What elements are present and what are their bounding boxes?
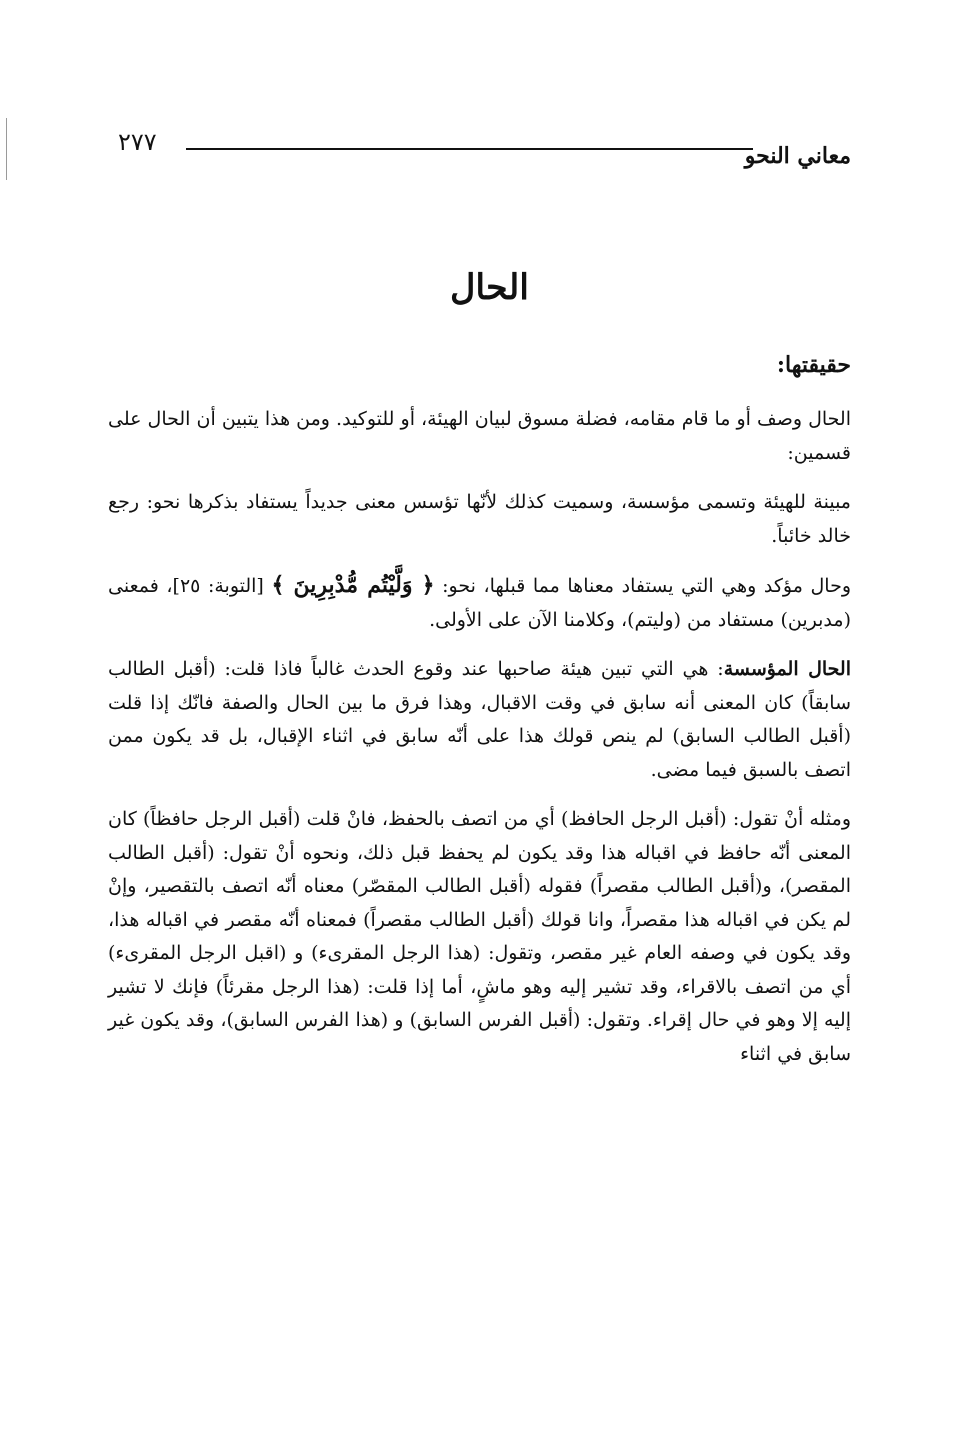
page-body bbox=[108, 345, 851, 1071]
term-foundational-hal: الحال المؤسسة bbox=[723, 658, 851, 680]
paragraph-foundational-hal-text: : هي التي تبين هيئة صاحبها عند وقوع الحدث غالباً فاذا قلت: (أقبل الطالب سابقاً) كان المعنى أنه سابق في وقت الاقبال، وهذا فرق ما بين الحال والصفة فانّك إذا قلت (أقبل الطالب السابق) لم ينص قولك هذا على أنّه سابق في اثناء الإقبال، بل قد يكون ممن اتصف بالسبق فيما مضى. bbox=[108, 658, 851, 781]
quran-verse: ﴿ وَلَّيْتُم مُّدْبِرِينَ ﴾ bbox=[271, 572, 435, 598]
page-number: ٢٧٧ bbox=[118, 128, 157, 156]
paragraph-emphatic-hal-text-start: وحال مؤكد وهي التي يستفاد معناها مما قبلها، نحو: bbox=[434, 575, 852, 597]
section-heading: حقيقتها: bbox=[776, 352, 851, 378]
page-edge-mark bbox=[6, 118, 7, 180]
header-rule bbox=[186, 148, 753, 150]
paragraph-definition: الحال وصف أو ما قام مقامه، فضلة مسوق لبيان الهيئة، أو للتوكيد. ومن هذا يتبين أن الحال على قسمين: bbox=[108, 408, 851, 464]
paragraph-emphatic-hal-text-end: [التوبة: ٢٥]، فمعنى (مدبرين) مستفاد من (وليتم)، وكلامنا الآن على الأولى. bbox=[108, 575, 851, 631]
book-title: معاني النحو bbox=[744, 143, 851, 169]
paragraph-foundational-hal bbox=[108, 653, 851, 787]
chapter-title: الحال bbox=[449, 267, 530, 308]
running-header bbox=[118, 128, 851, 170]
paragraph-examples: ومثله أنْ تقول: (أقبل الرجل الحافظ) أي من اتصف بالحفظ، فانْ قلت (أقبل الرجل حافظاً) كان المعنى أنّه حافظ في اقباله هذا وقد يكون لم يحفظ قبل ذلك، ونحوه أنْ تقول: (أقبل الطالب المقصر)، و(أقبل الطالب مقصراً) فقوله (أقبل الطالب المقصّر) معناه أنّه اتصف بالتقصير، وإنْ لم يكن في اقباله هذا مقصراً، وانا قولك (أقبل الطالب مقصراً) فمعناه أنّه مقصر في اقباله هذا، وقد يكون في وصفه العام غير مقصر، وتقول: (هذا الرجل المقرىء) و (اقبل الرجل المقرىء) أي من اتصف بالاقراء، وقد تشير إليه وهو ماشٍ، أما إذا قلت: (هذا الرجل مقرئاً) فإنك لا تشير إليه إلا وهو في حال إقراء. وتقول: (أقبل الفرس السابق) و (هذا الفرس السابق)، وقد يكون غير سابق في اثناء bbox=[108, 808, 851, 1065]
paragraph-emphatic-hal bbox=[108, 569, 851, 637]
paragraph-explanatory-hal: مبينة للهيئة وتسمى مؤسسة، وسميت كذلك لأنّها تؤسس معنى جديداً يستفاد بذكرها نحو: رجع خالد خائباً. bbox=[108, 491, 851, 547]
